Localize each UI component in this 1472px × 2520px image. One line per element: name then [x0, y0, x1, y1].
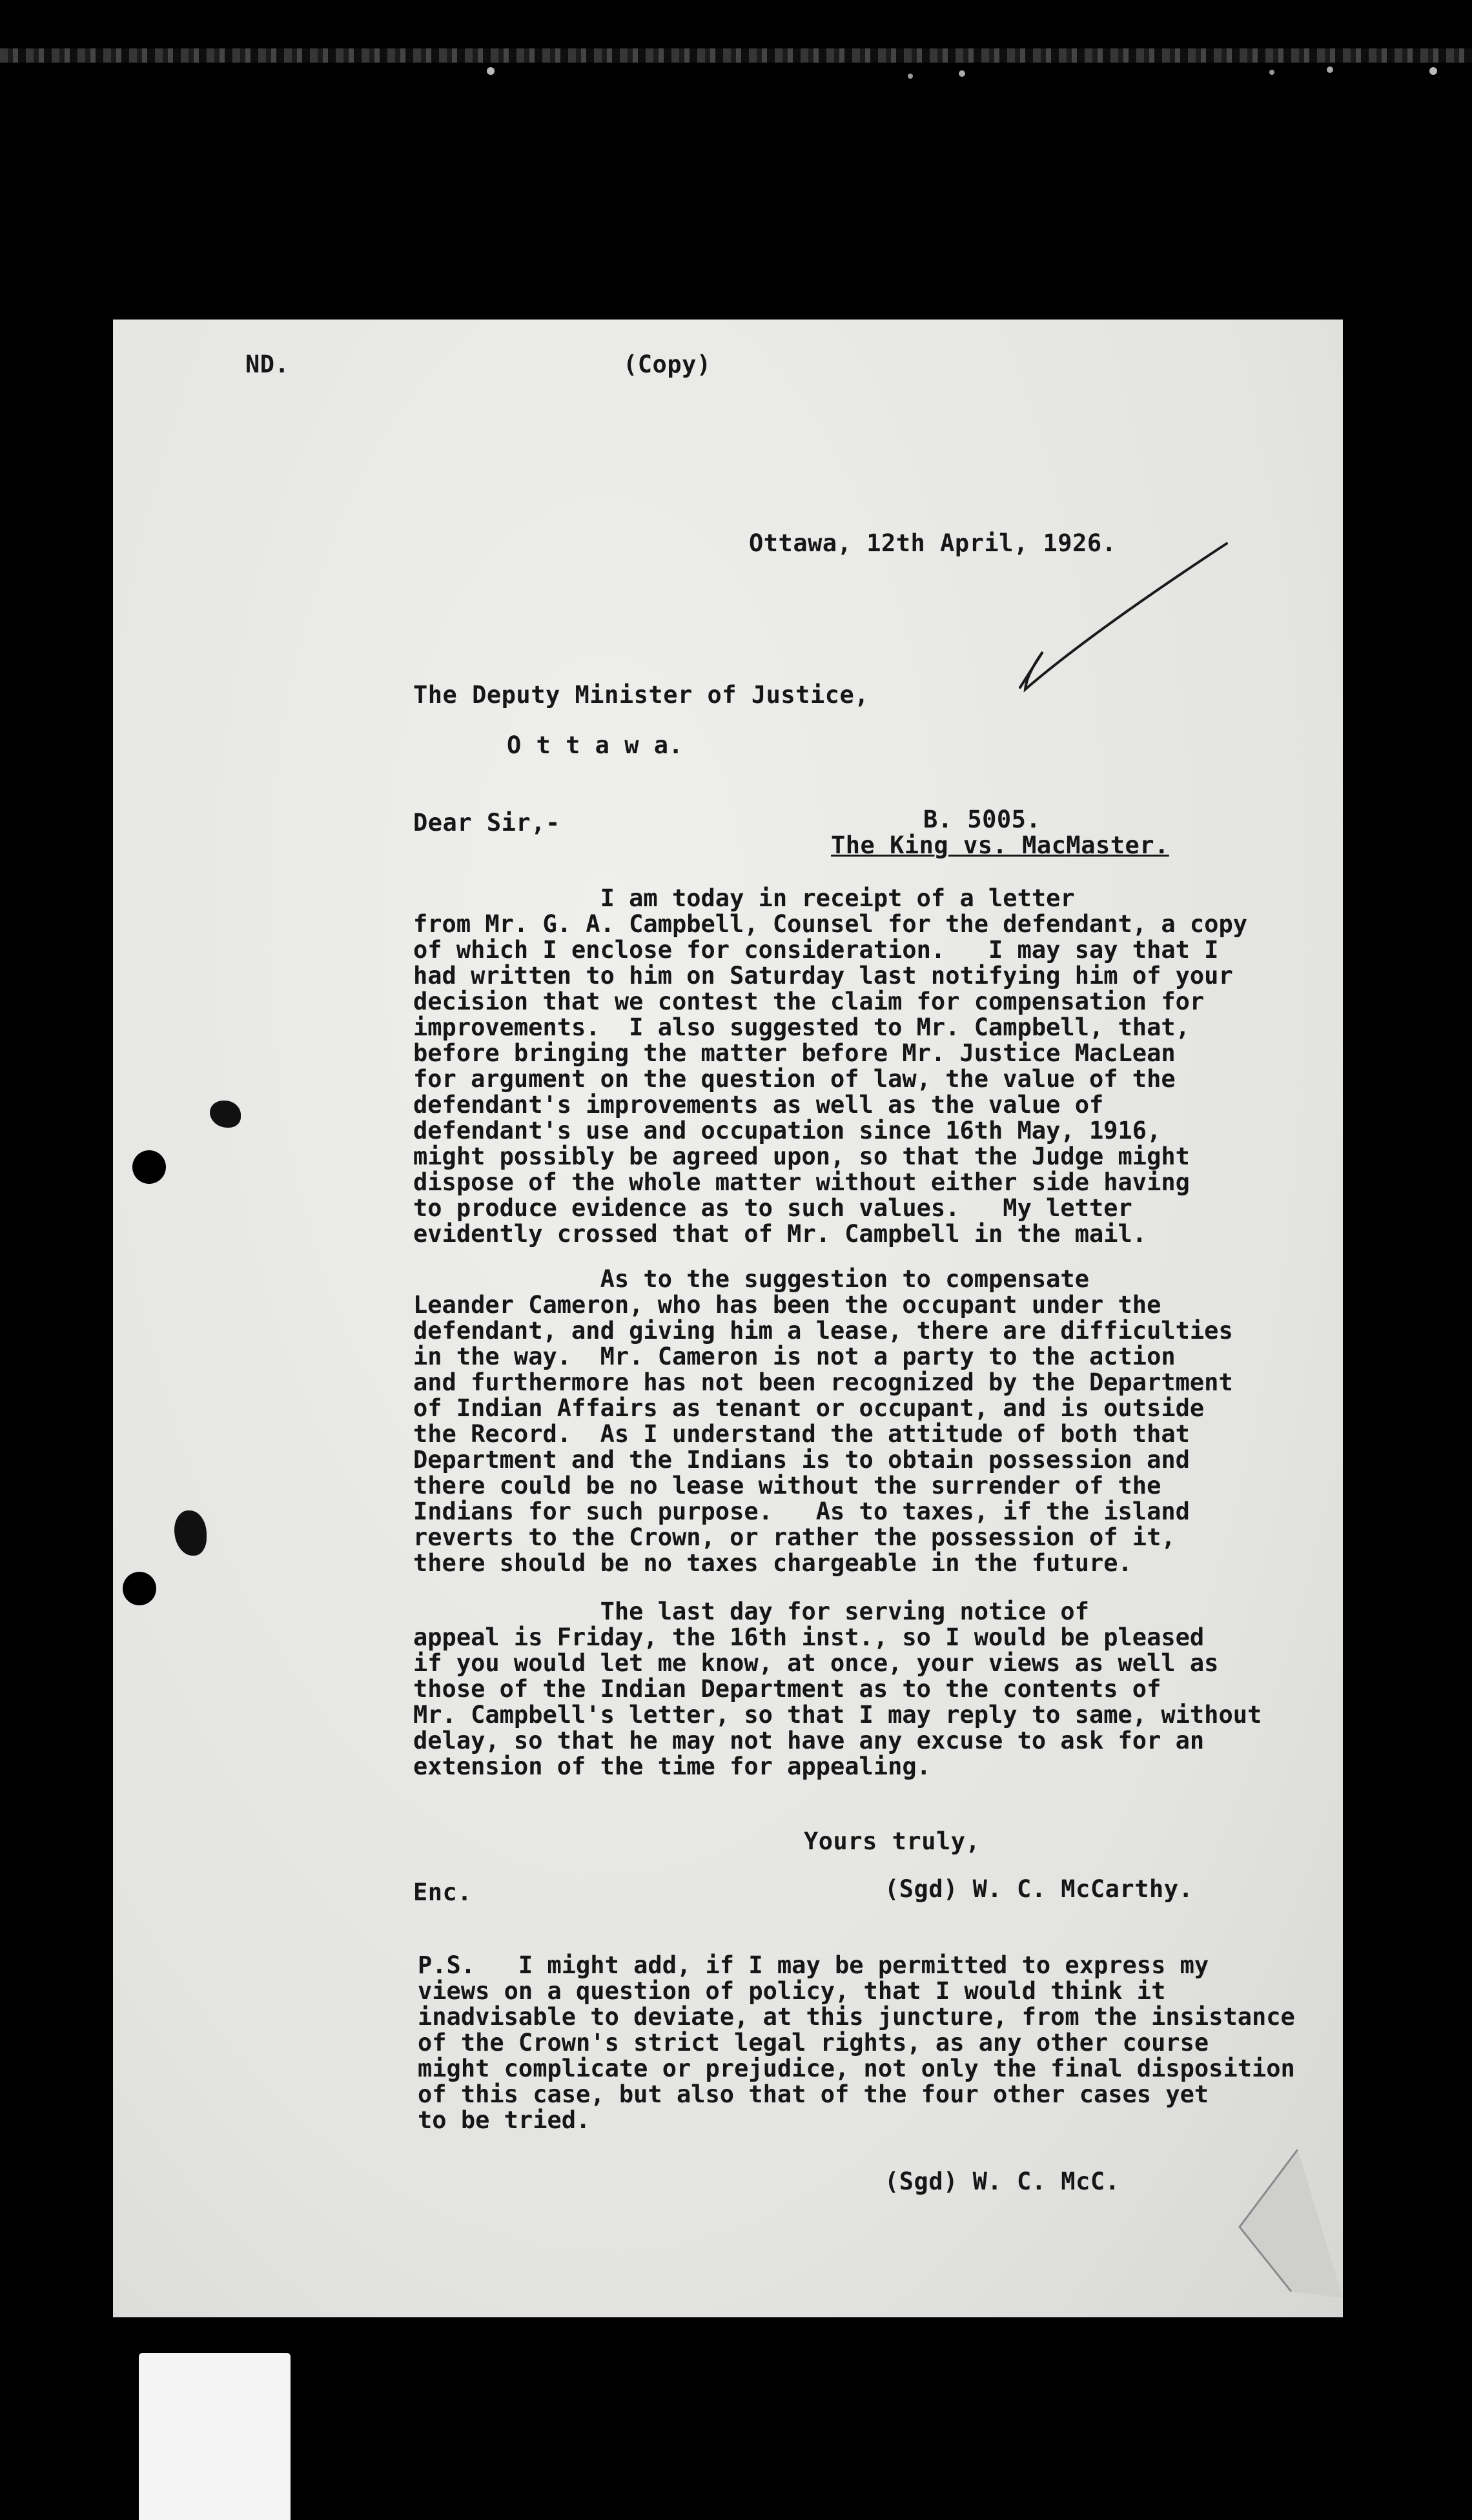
date-line: Ottawa, 12th April, 1926. [749, 529, 1117, 557]
paragraph-line: there could be no lease without the surrender of the [413, 1472, 1161, 1499]
postscript-line: inadvisable to deviate, at this juncture, from the insistance [418, 2003, 1295, 2031]
paragraph-line: of Indian Affairs as tenant or occupant, and is outside [413, 1394, 1205, 1422]
paragraph-line: appeal is Friday, the 16th inst., so I would be pleased [413, 1623, 1205, 1651]
paragraph-line: improvements. I also suggested to Mr. Campbell, that, [413, 1013, 1190, 1041]
postscript-line: of the Crown's strict legal rights, as any other course [418, 2029, 1209, 2057]
case-title: The King vs. MacMaster. [831, 831, 1169, 859]
punch-hole-bottom [123, 1572, 156, 1605]
paragraph-line: might possibly be agreed upon, so that the Judge might [413, 1143, 1190, 1170]
folded-corner [1227, 2149, 1375, 2298]
paragraph-line: The last day for serving notice of [413, 1598, 1089, 1625]
postscript-line: of this case, but also that of the four other cases yet [418, 2080, 1209, 2108]
paragraph-line: extension of the time for appealing. [413, 1753, 931, 1780]
reference-initials: ND. [245, 351, 290, 378]
ps-signature: (Sgd) W. C. McC. [884, 2168, 1120, 2195]
paragraph-line: had written to him on Saturday last notifying him of your [413, 962, 1233, 990]
paragraph-line: defendant's use and occupation since 16th May, 1916, [413, 1117, 1161, 1144]
paragraph-line: Indians for such purpose. As to taxes, if the island [413, 1498, 1190, 1525]
punch-hole-top [132, 1150, 166, 1184]
paragraph-line: before bringing the matter before Mr. Justice MacLean [413, 1039, 1176, 1067]
postscript-line: to be tried. [418, 2106, 591, 2134]
paragraph-line: decision that we contest the claim for compensation for [413, 988, 1205, 1015]
postscript-line: P.S. I might add, if I may be permitted to express my [418, 1951, 1209, 1979]
paragraph-line: there should be no taxes chargeable in the future. [413, 1549, 1132, 1577]
paragraph-line: Department and the Indians is to obtain possession and [413, 1446, 1190, 1474]
paragraph-line: to produce evidence as to such values. My letter [413, 1194, 1132, 1222]
paragraph-line: evidently crossed that of Mr. Campbell in the mail. [413, 1220, 1147, 1248]
paragraph-line: dispose of the whole matter without either side having [413, 1168, 1190, 1196]
paragraph-line: and furthermore has not been recognized by the Department [413, 1368, 1233, 1396]
paragraph-line: if you would let me know, at once, your views as well as [413, 1649, 1219, 1677]
film-specks [0, 65, 1472, 84]
paragraph-line: I am today in receipt of a letter [413, 884, 1075, 912]
postscript-line: might complicate or prejudice, not only the final disposition [418, 2055, 1295, 2082]
check-mark-icon [1014, 542, 1233, 697]
paragraph-line: of which I enclose for consideration. I may say that I [413, 936, 1219, 964]
signature: (Sgd) W. C. McCarthy. [884, 1875, 1194, 1903]
film-edge [0, 48, 1472, 63]
paragraph-line: those of the Indian Department as to the contents of [413, 1675, 1161, 1703]
postscript-line: views on a question of policy, that I would think it [418, 1977, 1166, 2005]
addressee: The Deputy Minister of Justice, [413, 681, 870, 709]
salutation: Dear Sir,- [413, 809, 560, 837]
paragraph-line: reverts to the Crown, or rather the possession of it, [413, 1523, 1176, 1551]
closing: Yours truly, [804, 1827, 981, 1855]
paragraph-line: defendant, and giving him a lease, there are difficulties [413, 1317, 1233, 1345]
paragraph-line: delay, so that he may not have any excuse to ask for an [413, 1727, 1205, 1754]
paragraph-line: Mr. Campbell's letter, so that I may reply to same, without [413, 1701, 1262, 1729]
addressee-city: O t t a w a. [507, 731, 684, 759]
enclosure-note: Enc. [413, 1878, 473, 1906]
paragraph-line: for argument on the question of law, the value of the [413, 1065, 1176, 1093]
film-label-tab [139, 2353, 291, 2520]
paragraph-line: in the way. Mr. Cameron is not a party to the action [413, 1343, 1176, 1370]
copy-marker: (Copy) [623, 351, 711, 378]
paragraph-line: defendant's improvements as well as the value of [413, 1091, 1104, 1119]
file-number: B. 5005. [923, 806, 1041, 833]
paragraph-line: from Mr. G. A. Campbell, Counsel for the defendant, a copy [413, 910, 1248, 938]
paragraph-line: the Record. As I understand the attitude of both that [413, 1420, 1190, 1448]
paragraph-line: As to the suggestion to compensate [413, 1265, 1089, 1293]
paragraph-line: Leander Cameron, who has been the occupant under the [413, 1291, 1161, 1319]
